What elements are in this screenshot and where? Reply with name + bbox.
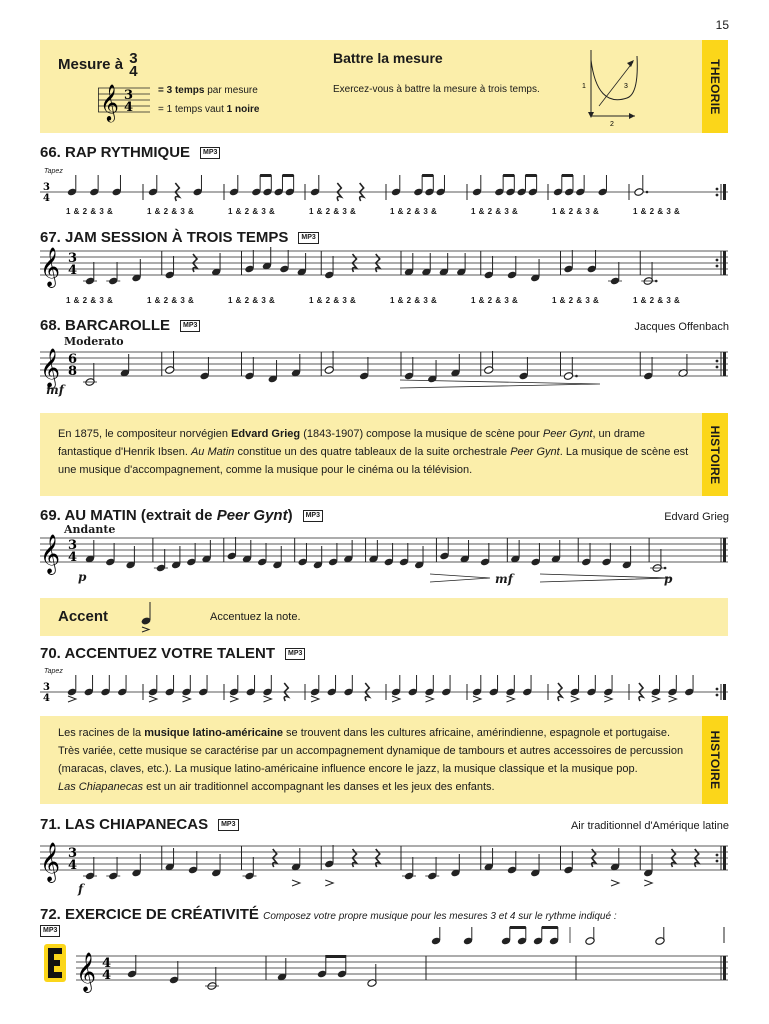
treble-clef-icon: 𝄞 xyxy=(40,534,61,574)
count-label: 1 & 2 & 3 & xyxy=(552,207,599,216)
ex70-title: 70. ACCENTUEZ VOTRE TALENT MP3 xyxy=(40,645,305,662)
time-sig: 3 xyxy=(68,538,78,553)
accent-mark xyxy=(392,696,400,702)
ex71-dynamic: f xyxy=(78,882,84,896)
history-box-grieg: En 1875, le compositeur norvégien Edvard Grieg (1843-1907) compose la musique de scène pour Peer Gynt, un drame fantastique d'Henrik Ibsen. Au Matin constitue un des quatre tableaux de la suite orchestrale Peer Gynt. La musique de scène est une musique d'accompagnement, comme la musique pour le cinéma ou la télévision. HISTOIRE xyxy=(40,413,728,496)
repeat-dot xyxy=(716,265,719,268)
treble-clef-icon: 𝄞 xyxy=(76,952,97,992)
count-label: 1 & 2 & 3 & xyxy=(147,207,194,216)
svg-text:1: 1 xyxy=(582,83,586,90)
conducting-diagram xyxy=(577,46,647,130)
ex69-staff xyxy=(40,528,728,592)
history-box-latin: Les racines de la musique latino-américaine se trouvent dans les cultures africaine, amérindienne, espagnole et portugaise. Très variée, cette musique se caractérise par un accompagnement dynamique de tambours et autres accessoires de percussion (maracas, claves, etc.). La musique latino-américaine influence encore le jazz, la musique classique et la musique pop. Las Chiapanecas est un air traditionnel accompagnant les danses et les jeux des enfants. HISTOIRE xyxy=(40,716,728,804)
accent-mark xyxy=(311,696,319,702)
beam xyxy=(525,174,536,177)
count-label: 1 & 2 & 3 & xyxy=(471,296,518,305)
mp3-badge[interactable]: MP3 xyxy=(200,147,220,159)
count-label: 1 & 2 & 3 & xyxy=(390,296,437,305)
dot xyxy=(664,567,667,570)
ex69-dyn-mf: mf xyxy=(495,572,513,586)
count-label: 1 & 2 & 3 & xyxy=(147,296,194,305)
tapez-label: Tapez xyxy=(44,668,63,675)
dot xyxy=(655,280,658,283)
ts-bottom: 4 xyxy=(129,63,138,80)
accent-mark xyxy=(426,696,434,702)
count-label: 1 & 2 & 3 & xyxy=(309,207,356,216)
ex69-tempo: Andante xyxy=(64,523,116,536)
beam xyxy=(542,926,558,929)
ex66-rhythm-staff xyxy=(40,172,728,206)
svg-text:2: 2 xyxy=(610,121,614,128)
final-barline xyxy=(723,251,726,275)
time-sig: 3 xyxy=(68,251,78,266)
final-barline xyxy=(723,184,726,200)
ex72-title: 72. EXERCICE DE CRÉATIVITÉ Composez votre propre musique pour les mesures 3 et 4 sur le rythme indiqué : xyxy=(40,906,617,923)
time-sig: 8 xyxy=(68,364,78,379)
final-barline xyxy=(723,684,726,700)
mesure-title: Mesure à 3 4 xyxy=(58,50,138,80)
accent-mark xyxy=(571,696,579,702)
ex72-staff xyxy=(76,940,728,1002)
ex71-staff xyxy=(40,832,728,896)
ex66-title: 66. RAP RYTHMIQUE MP3 xyxy=(40,144,220,161)
repeat-dot xyxy=(716,188,719,191)
time-sig: 4 xyxy=(102,956,112,971)
svg-text:𝄞: 𝄞 xyxy=(100,83,119,121)
time-sig: 4 xyxy=(68,858,78,873)
beam xyxy=(503,174,514,177)
ex69-dyn-p2: p xyxy=(664,572,673,586)
accent-mark xyxy=(264,696,272,702)
count-label: 1 & 2 & 3 & xyxy=(66,207,113,216)
accent-note-icon xyxy=(140,600,154,634)
treble-clef-icon: 𝄞 xyxy=(40,348,61,388)
battre-title: Battre la mesure xyxy=(333,50,443,66)
dot xyxy=(575,375,578,378)
battre-text: Exercez-vous à battre la mesure à trois temps. xyxy=(333,84,540,95)
time-sig: 4 xyxy=(43,693,50,704)
final-barline xyxy=(723,352,726,376)
beam xyxy=(282,174,293,177)
hairpin xyxy=(430,574,490,582)
accent-title: Accent xyxy=(58,608,109,625)
ex69-composer: Edvard Grieg xyxy=(664,511,729,523)
accent-mark xyxy=(604,696,612,702)
count-label: 1 & 2 & 3 & xyxy=(390,207,437,216)
treble-staff-icon xyxy=(98,82,150,126)
count-label: 1 & 2 & 3 & xyxy=(228,207,275,216)
accent-mark xyxy=(669,696,677,702)
beam xyxy=(562,174,573,177)
ex68-composer: Jacques Offenbach xyxy=(634,321,729,333)
accent-mark xyxy=(644,880,652,886)
accent-mark xyxy=(652,696,660,702)
time-sig: 3 xyxy=(43,682,50,693)
accent-mark xyxy=(149,696,157,702)
creativity-icon xyxy=(40,940,70,986)
time-sig: 4 xyxy=(68,263,78,278)
ex68-tempo: Moderato xyxy=(64,335,124,348)
final-barline xyxy=(723,956,726,980)
treble-clef-icon: 𝄞 xyxy=(40,247,61,287)
accent-mark xyxy=(230,696,238,702)
accent-box xyxy=(40,598,728,636)
ex71-composer: Air traditionnel d'Amérique latine xyxy=(570,820,729,832)
svg-text:3: 3 xyxy=(124,88,134,103)
page-number: 15 xyxy=(715,18,729,32)
count-label: 1 & 2 & 3 & xyxy=(633,296,680,305)
theory-box: Mesure à 3 4 𝄞 3 4 = 3 temps par mesure = 1 temps vaut 1 noire Battre la mesure Exercez-vous à battre la mesure à trois temps. 1 2 3 THEORIE xyxy=(40,40,728,133)
repeat-dot xyxy=(716,194,719,197)
ex69-title: 69. AU MATIN (extrait de Peer Gynt) MP3 xyxy=(40,507,323,524)
mp3-badge[interactable]: MP3 xyxy=(218,819,238,831)
theory-tab: THEORIE xyxy=(702,40,728,133)
accent-mark xyxy=(292,880,300,886)
count-label: 1 & 2 & 3 & xyxy=(309,296,356,305)
mp3-badge[interactable]: MP3 xyxy=(298,232,318,244)
ex70-rhythm-staff xyxy=(40,672,728,706)
time-sig: 4 xyxy=(102,968,112,983)
time-sig: 4 xyxy=(43,193,50,204)
beam xyxy=(422,174,433,177)
count-label: 1 & 2 & 3 & xyxy=(552,296,599,305)
repeat-dot xyxy=(716,854,719,857)
beam xyxy=(326,955,346,958)
ts-top: 3 xyxy=(129,50,138,67)
repeat-dot xyxy=(716,688,719,691)
accent-mark xyxy=(507,696,515,702)
svg-text:3: 3 xyxy=(624,83,628,90)
time-sig: 3 xyxy=(68,846,78,861)
svg-text:4: 4 xyxy=(124,100,134,115)
time-sig: 6 xyxy=(68,352,78,367)
mp3-badge[interactable]: MP3 xyxy=(40,925,60,937)
count-label: 1 & 2 & 3 & xyxy=(228,296,275,305)
decrescendo-hairpin xyxy=(540,574,670,582)
final-barline xyxy=(723,538,726,562)
dot xyxy=(646,191,649,194)
ex67-title: 67. JAM SESSION À TROIS TEMPS MP3 xyxy=(40,229,319,246)
repeat-dot xyxy=(716,259,719,262)
ex68-dynamic: mf xyxy=(46,383,64,397)
count-label: 1 & 2 & 3 & xyxy=(471,207,518,216)
repeat-dot xyxy=(716,860,719,863)
history-tab: HISTOIRE xyxy=(702,413,728,496)
count-label: 1 & 2 & 3 & xyxy=(633,207,680,216)
repeat-dot xyxy=(716,694,719,697)
ex71-title: 71. LAS CHIAPANECAS MP3 xyxy=(40,816,239,833)
beam xyxy=(510,926,526,929)
ex68-staff xyxy=(40,340,728,400)
mp3-badge[interactable]: MP3 xyxy=(303,510,323,522)
accent-mark xyxy=(325,880,333,886)
mp3-badge[interactable]: MP3 xyxy=(180,320,200,332)
treble-clef-icon: 𝄞 xyxy=(40,842,61,882)
mp3-badge[interactable]: MP3 xyxy=(285,648,305,660)
accent-mark xyxy=(473,696,481,702)
count-label: 1 & 2 & 3 & xyxy=(66,296,113,305)
accent-mark xyxy=(611,880,619,886)
ex67-staff xyxy=(40,243,728,295)
time-sig: 4 xyxy=(68,550,78,565)
accent-mark xyxy=(68,696,76,702)
accent-mark xyxy=(183,696,191,702)
tapez-label: Tapez xyxy=(44,168,63,175)
accent-text: Accentuez la note. xyxy=(210,611,301,623)
final-barline xyxy=(723,846,726,870)
repeat-dot xyxy=(716,366,719,369)
beam xyxy=(260,174,271,177)
ex68-title: 68. BARCAROLLE MP3 xyxy=(40,317,200,334)
history-tab: HISTOIRE xyxy=(702,716,728,804)
ex72-instruction: Composez votre propre musique pour les mesures 3 et 4 sur le rythme indiqué : xyxy=(263,911,617,922)
time-sig: 3 xyxy=(43,182,50,193)
repeat-dot xyxy=(716,360,719,363)
ex69-dyn-p: p xyxy=(78,570,87,584)
